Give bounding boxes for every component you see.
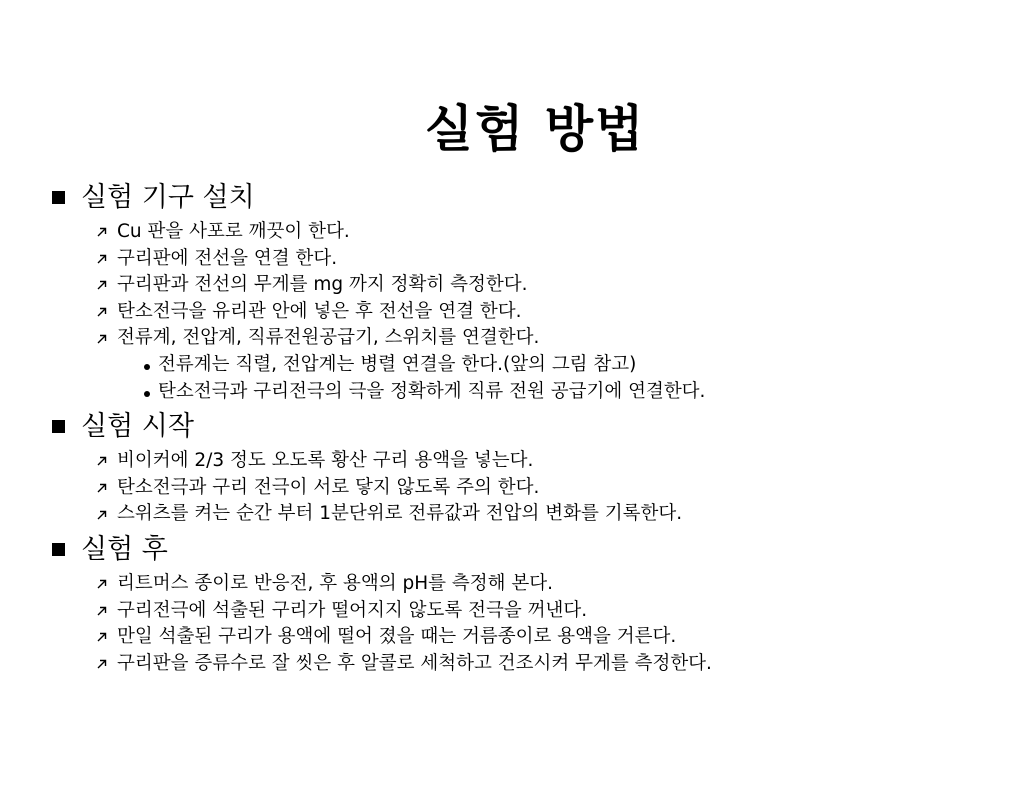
list-item-text: 구리전극에 석출된 구리가 떨어지지 않도록 전극을 꺼낸다. [117, 599, 588, 621]
list-item-text: Cu 판을 사포로 깨끗이 한다. [117, 221, 350, 242]
arrow-up-right-icon [96, 482, 108, 494]
section-heading: 실험 기구 설치 [81, 182, 255, 213]
list-item-text: 구리판과 전선의 무게를 mg 까지 정확히 측정한다. [117, 274, 528, 296]
slide-content [46, 176, 996, 677]
list-item-text: 스위츠를 켜는 순간 부터 1분단위로 전류값과 전압의 변화를 기록한다. [117, 503, 683, 525]
section-heading-row [46, 176, 996, 219]
arrow-up-right-icon [96, 605, 108, 617]
list-item [96, 624, 996, 651]
slide-title: 실험 방법 [424, 100, 646, 158]
list-item [96, 598, 996, 625]
arrow-up-right-icon [96, 253, 108, 265]
arrow-up-right-icon [96, 578, 108, 590]
list-item-text: 탄소전극과 구리 전극이 서로 닿지 않도록 주의 한다. [117, 476, 540, 498]
square-bullet-icon [52, 543, 65, 556]
list-item [96, 299, 996, 326]
section-heading-row [46, 528, 996, 571]
list-item-text: 전류계, 전압계, 직류전원공급기, 스위치를 연결한다. [117, 327, 540, 349]
list-item [96, 571, 996, 598]
arrow-up-right-icon [96, 631, 108, 643]
arrow-up-right-icon [96, 455, 108, 467]
arrow-up-right-icon [96, 658, 108, 670]
list-item [96, 325, 996, 352]
arrow-up-right-icon [96, 333, 108, 345]
list-item [96, 448, 996, 475]
list-item-text: 구리판을 증류수로 잘 씻은 후 알콜로 세척하고 건조시켜 무게를 측정한다. [117, 652, 712, 674]
sub-list-item [144, 379, 996, 406]
sub-list-item-text: 전류계는 직렬, 전압계는 병렬 연결을 한다.(앞의 그림 참고) [158, 353, 637, 375]
square-bullet-icon [52, 191, 65, 204]
arrow-up-right-icon [96, 226, 108, 238]
arrow-up-right-icon [96, 279, 108, 291]
list-item-text: 만일 석출된 구리가 용액에 떨어 졌을 때는 거름종이로 용액을 거른다. [117, 626, 677, 648]
list-item-text: 탄소전극을 유리관 안에 넣은 후 전선을 연결 한다. [117, 300, 522, 322]
square-bullet-icon [52, 420, 65, 433]
list-item [96, 246, 996, 273]
section-heading: 실험 후 [81, 533, 168, 565]
list-item-text: 비이커에 2/3 정도 오도록 황산 구리 용액을 넣는다. [117, 450, 534, 472]
section-heading: 실험 시작 [81, 411, 194, 443]
list-item [96, 475, 996, 502]
arrow-up-right-icon [96, 306, 108, 318]
sub-list-item [144, 352, 996, 379]
dot-bullet-icon [144, 391, 150, 397]
sub-list-item-text: 탄소전극과 구리전극의 극을 정확하게 직류 전원 공급기에 연결한다. [158, 380, 706, 402]
dot-bullet-icon [144, 364, 150, 370]
list-item [96, 272, 996, 299]
arrow-up-right-icon [96, 509, 108, 521]
list-item-text: 리트머스 종이로 반응전, 후 용액의 pH를 측정해 본다. [117, 572, 554, 594]
section-setup [46, 176, 996, 405]
section-start [46, 405, 996, 528]
list-item [96, 501, 996, 528]
section-heading-row [46, 405, 996, 448]
list-item [96, 219, 996, 246]
list-item-text: 구리판에 전선을 연결 한다. [117, 247, 338, 269]
section-after [46, 528, 996, 677]
list-item [96, 651, 996, 678]
